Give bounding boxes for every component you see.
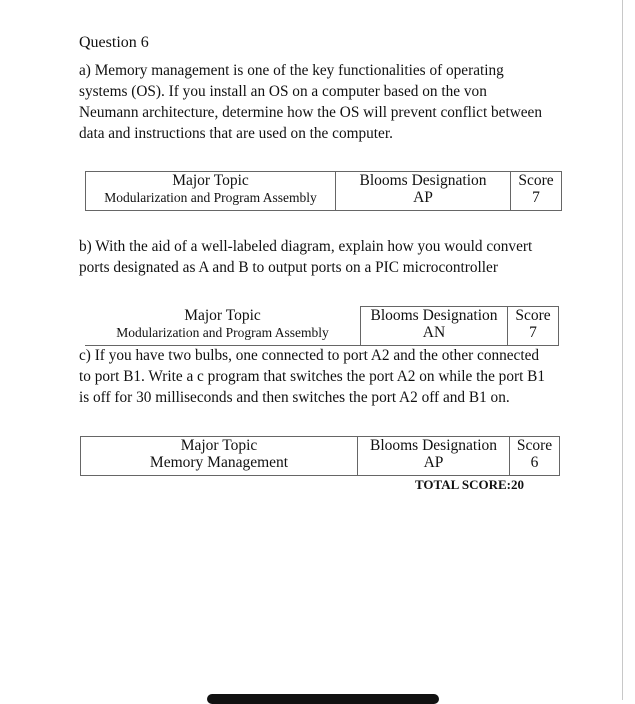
- score-value: 7: [532, 189, 540, 206]
- major-topic-value: Modularization and Program Assembly: [104, 190, 317, 205]
- blooms-value: AP: [413, 189, 433, 206]
- blooms-value: AN: [422, 324, 446, 341]
- question-title: Question 6: [79, 34, 149, 51]
- topic-table-c: [80, 436, 560, 476]
- blooms-cell: [358, 437, 510, 476]
- blooms-header: Blooms Designation: [359, 172, 487, 189]
- major-topic-value: Modularization and Program Assembly: [116, 324, 329, 340]
- score-value: 6: [530, 454, 539, 471]
- major-topic-header: Major Topic: [180, 437, 258, 454]
- score-header: Score: [516, 437, 553, 454]
- major-topic-header: Major Topic: [184, 306, 261, 324]
- score-cell: [508, 307, 559, 346]
- major-topic-cell: [86, 172, 336, 211]
- topic-table-a: [85, 171, 562, 211]
- major-topic-cell: [81, 437, 358, 476]
- total-score: TOTAL SCORE:20: [415, 477, 524, 492]
- blooms-value: AP: [423, 454, 444, 471]
- major-topic-header: Major Topic: [172, 172, 249, 189]
- score-cell: [511, 172, 562, 211]
- home-indicator-bar[interactable]: [207, 694, 439, 704]
- blooms-cell: [336, 172, 511, 211]
- blooms-cell: [361, 307, 508, 346]
- blooms-header: Blooms Designation: [370, 307, 498, 324]
- score-header: Score: [518, 172, 554, 189]
- major-topic-cell: [85, 307, 361, 346]
- question-part-b: b) With the aid of a well-labeled diagram, explain how you would convert ports designated as A and B to output ports on a PIC microcontroller: [79, 238, 533, 276]
- score-value: 7: [529, 324, 537, 341]
- major-topic-value: Memory Management: [149, 454, 289, 471]
- question-part-a: a) Memory management is one of the key functionalities of operating systems (OS). If you install an OS on a computer based on the von Neumann architecture, determine how the OS will prevent conflict between data and instructions that are used on the computer.: [79, 62, 542, 142]
- score-header: Score: [515, 307, 551, 324]
- question-part-c: c) If you have two bulbs, one connected to port A2 and the other connected to port B1. Write a c program that switches the port A2 on while the port B1 is off for 30 milliseconds and then switches the port A2 off and B1 on.: [79, 347, 545, 406]
- topic-table-b: [85, 306, 559, 346]
- score-cell: [510, 437, 560, 476]
- blooms-header: Blooms Designation: [369, 437, 497, 454]
